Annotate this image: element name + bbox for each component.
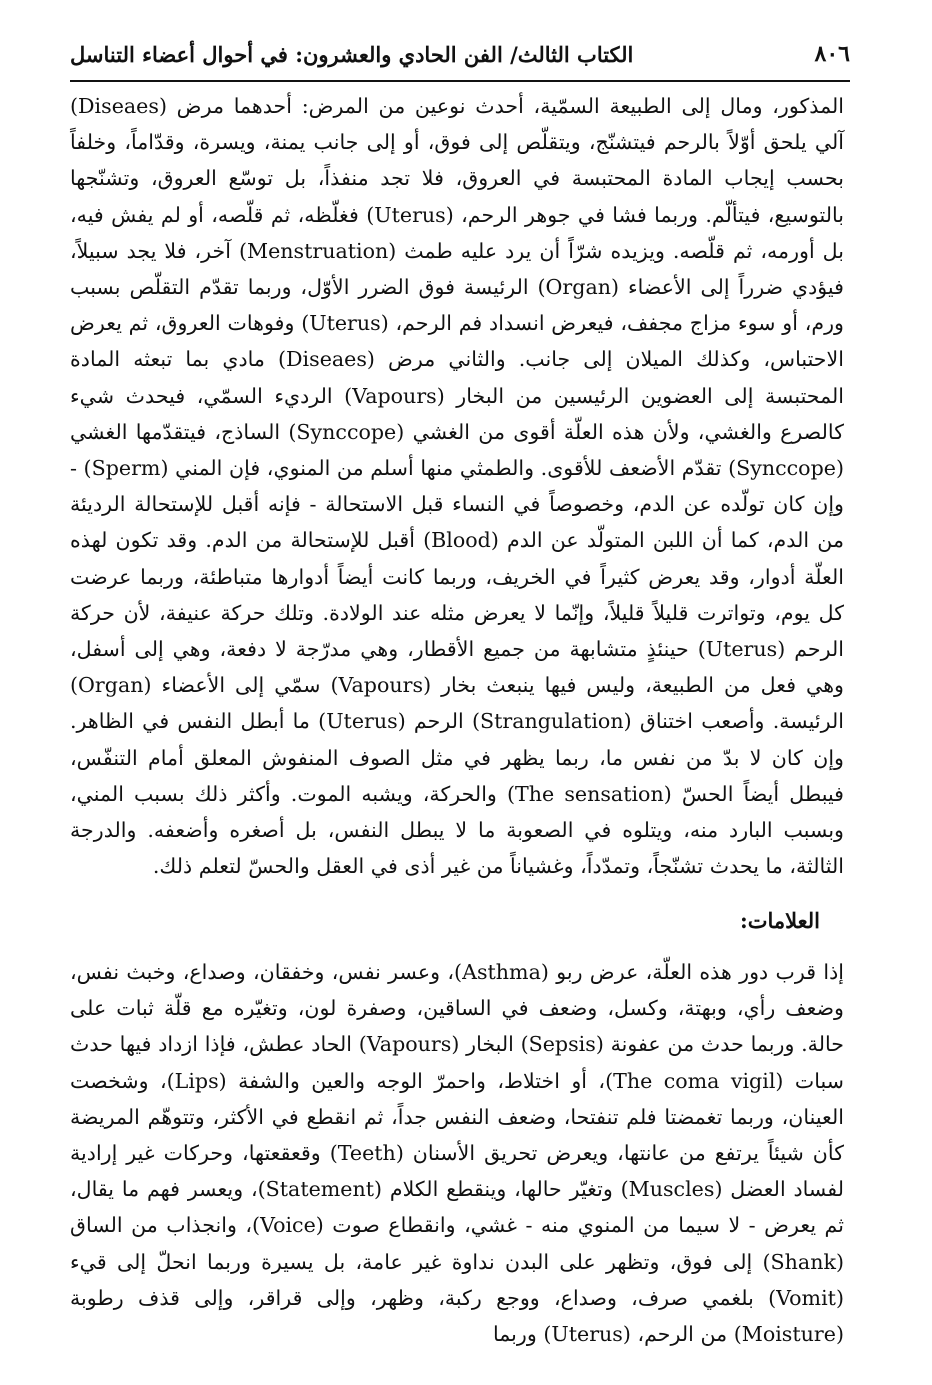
header-divider [70, 80, 850, 82]
running-header [70, 34, 850, 74]
body-paragraph-1: المذكور، ومال إلى الطبيعة السمّية، أحدث نوعين من المرض: أحدهما مرض (Diseaes) آلي يلحق أوّلاً بالرحم فيتشنّج، ويتقلّص إلى فوق، أو إلى جانب يمنة، ويسرة، وقدّاماً، وخلفاً بحسب إيجاب المادة المحتبسة في العروق، فلا تجد منفذاً، بل توسّع العروق، وتشنّجها بالتوسيع، فيتألّم. وربما فشا في جوهر الرحم، (Uterus) فغلّظه، ثم قلّصه، أو لم يفش فيه، بل أورمه، ثم قلّصه. ويزيده شرّاً أن يرد عليه طمث (Menstruation) آخر، فلا يجد سبيلاً، فيؤدي ضرراً إلى الأعضاء (Organ) الرئيسة فوق الضرر الأوّل، وربما تقدّم التقلّص بسبب ورم، أو سوء مزاج مجفف، فيعرض انسداد فم الرحم، (Uterus) وفوهات العروق، ثم يعرض الاحتباس، وكذلك الميلان إلى جانب. والثاني مرض (Diseaes) مادي بما تبعثه المادة المحتبسة إلى العضوين الرئيسين من البخار (Vapours) الرديء السمّي، فيحدث شيء كالصرع والغشي، ولأن هذه العلّة أقوى من الغشي (Synccope) الساذج، فيتقدّمها الغشي (Synccope) تقدّم الأضعف للأقوى. والطمثي منها أسلم من المنوي، فإن المني (Sperm) - وإن كان تولّده عن الدم، وخصوصاً في النساء قبل الاستحالة - فإنه أقبل للإستحالة الرديئة من الدم، كما أن اللبن المتولّد عن الدم (Blood) أقبل للإستحالة من الدم. وقد تكون لهذه العلّة أدوار، وقد يعرض كثيراً في الخريف، وربما كانت أيضاً أدوارها متباطئة، وربما عرضت كل يوم، وتواترت قليلاً قليلاً، وإنّما لا يعرض مثله عند الولادة. وتلك حركة عنيفة، لأن حركة الرحم (Uterus) حينئذٍ متشابهة من جميع الأقطار، وهي مدرّجة لا دفعة، وهي إلى أسفل، وهي فعل من الطبيعة، وليس فيها ينبعث بخار (Vapours) سمّي إلى الأعضاء (Organ) الرئيسة. وأصعب اختناق (Strangulation) الرحم (Uterus) ما أبطل النفس في الظاهر. وإن كان لا بدّ من نفس ما، ربما يظهر في مثل الصوف المنفوش المعلق أمام التنفّس، فيبطل أيضاً الحسّ (The sensation) والحركة، ويشبه الموت. وأكثر ذلك بسبب المني، وبسبب البارد منه، ويتلوه في الصعوبة ما لا يبطل النفس، بل أصغره وأضعفه. والدرجة الثالثة، ما يحدث تشنّجاً، وتمدّداً، وغشياناً من غير أذى في العقل والحسّ لتعلم ذلك. [70, 94, 845, 879]
running-title: الكتاب الثالث/ الفن الحادي والعشرون: في أحوال أعضاء التناسل [70, 41, 634, 67]
page-number: ٨٠٦ [814, 41, 850, 67]
section-heading-signs: العلامات: [739, 908, 820, 933]
body-paragraph-2: إذا قرب دور هذه العلّة، عرض ربو (Asthma)، وعسر نفس، وخفقان، وصداع، وخبث نفس، وضعف رأي، وبهتة، وكسل، وضعف في الساقين، وصفرة لون، وتغيّره مع قلّة ثبات على حالة. وربما حدث من عفونة (Sepsis) البخار (Vapours) الحاد عطش، فإذا ازداد فيها حدث سبات (The coma vigil)، أو اختلاط، واحمرّ الوجه والعين والشفة (Lips)، وشخصت العينان، وربما تغمضتا فلم تنفتحا، وضعف النفس جداً، ثم انقطع في الأكثر، وتتوهّم المريضة كأن شيئاً يرتفع من عانتها، ويعرض تحريق الأسنان (Teeth) وقعقعتها، وحركات غير إرادية لفساد العضل (Muscles) وتغيّر حالها، وينقطع الكلام (Statement)، ويعسر فهم ما يقال، ثم يعرض - لا سيما من المنوي منه - غشي، وانقطاع صوت (Voice)، وانجذاب من الساق (Shank) إلى فوق، وتظهر على البدن نداوة غير عامة، بل يسيرة وربما انحلّ إلى قيء (Vomit) بلغمي صرف، وصداع، ووجع ركبة، وظهر، وإلى قراقر، وإلى قذف رطوبة (Moisture) من الرحم، (Uterus) وربما [70, 960, 844, 1347]
